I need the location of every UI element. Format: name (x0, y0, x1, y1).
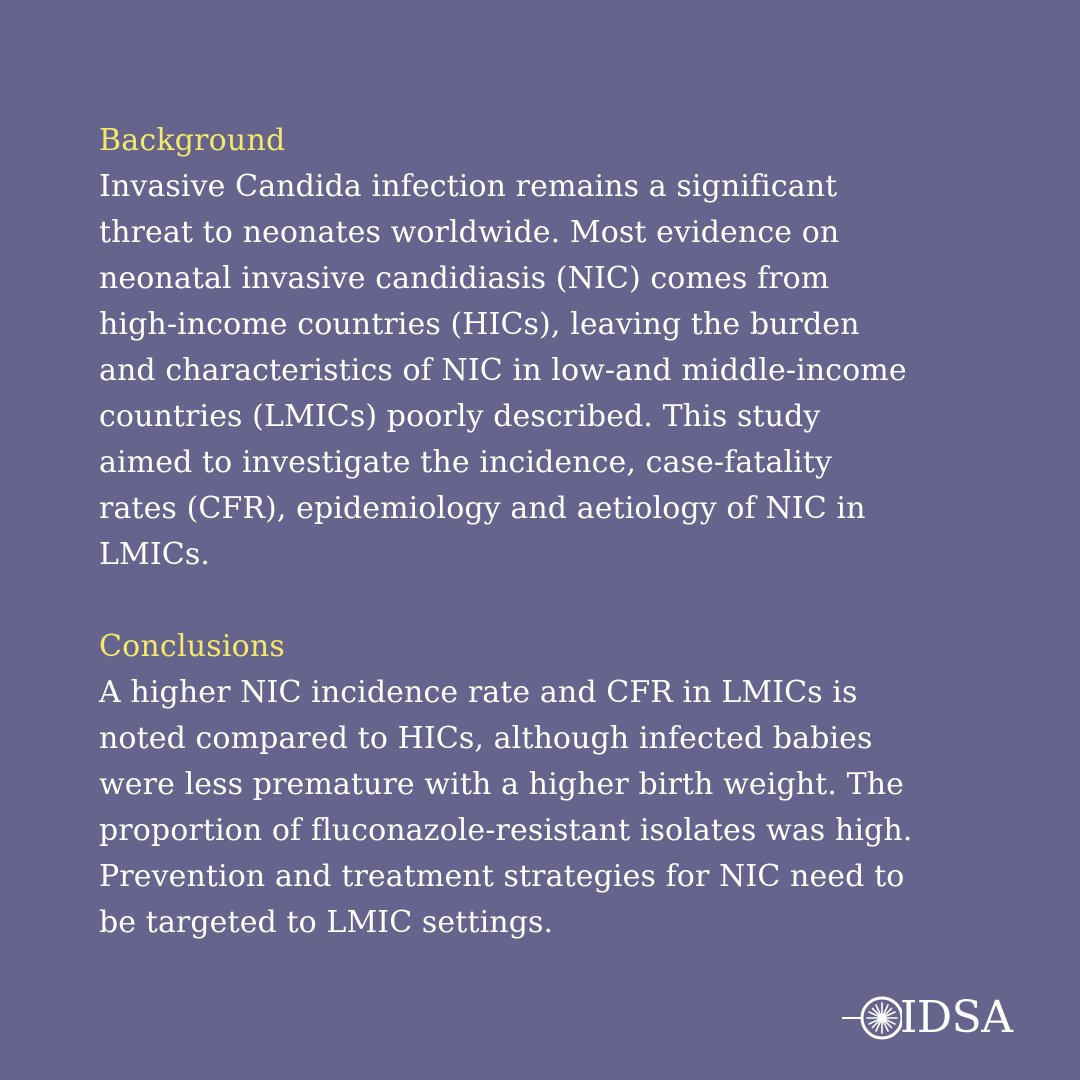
background-line: threat to neonates worldwide. Most evidence on (99, 215, 840, 250)
logo-wordmark: IDSA (900, 992, 1013, 1043)
background-line: LMICs. (99, 537, 210, 572)
background-heading: Background (99, 123, 286, 158)
abstract-content (99, 118, 999, 946)
background-line: neonatal invasive candidiasis (NIC) comes from (99, 261, 830, 296)
conclusions-heading: Conclusions (99, 629, 286, 664)
conclusions-line: Prevention and treatment strategies for NIC need to (99, 859, 905, 894)
background-line: Invasive Candida infection remains a significant (99, 169, 838, 204)
background-line: countries (LMICs) poorly described. This study (99, 399, 821, 434)
conclusions-line: be targeted to LMIC settings. (99, 905, 554, 940)
starburst-icon (842, 994, 902, 1042)
background-line: and characteristics of NIC in low-and middle-income (99, 353, 907, 388)
conclusions-line: noted compared to HICs, although infected babies (99, 721, 873, 756)
background-section (99, 118, 999, 578)
idsa-logo (842, 994, 1013, 1042)
conclusions-line: A higher NIC incidence rate and CFR in LMICs is (99, 675, 858, 710)
conclusions-section (99, 624, 999, 946)
background-line: high-income countries (HICs), leaving the burden (99, 307, 860, 342)
background-line: aimed to investigate the incidence, case-fatality (99, 445, 833, 480)
conclusions-line: proportion of fluconazole-resistant isolates was high. (99, 813, 913, 848)
conclusions-text (99, 670, 999, 946)
conclusions-line: were less premature with a higher birth weight. The (99, 767, 904, 802)
background-line: rates (CFR), epidemiology and aetiology of NIC in (99, 491, 866, 526)
background-text (99, 164, 999, 578)
